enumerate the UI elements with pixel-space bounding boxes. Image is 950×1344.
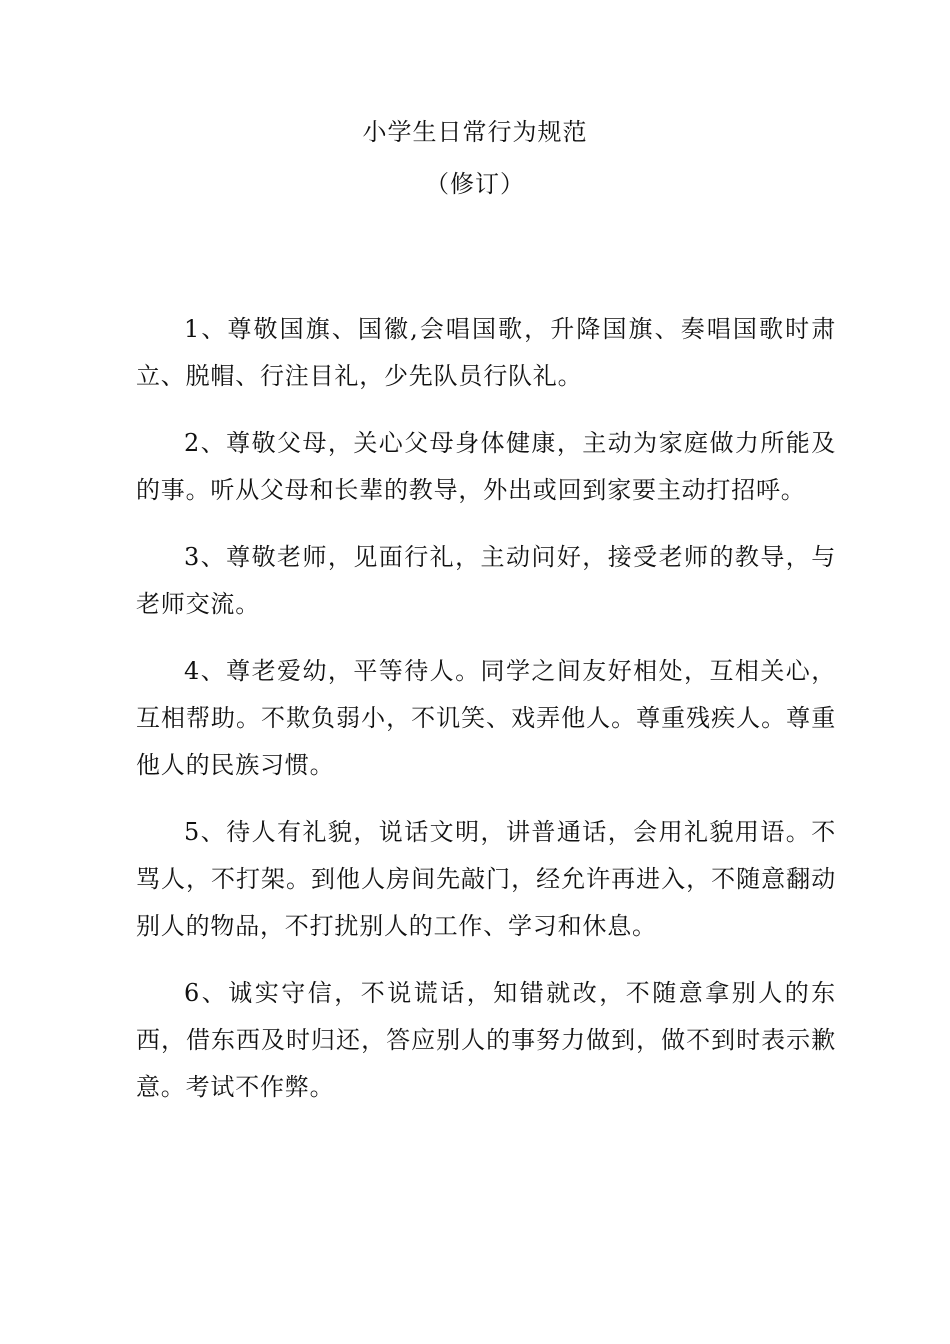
rule-paragraph-3: 3、尊敬老师，见面行礼，主动问好，接受老师的教导，与老师交流。 (136, 543, 836, 618)
rule-paragraph-2: 2、尊敬父母，关心父母身体健康，主动为家庭做力所能及的事。听从父母和长辈的教导，外出或回到家要主动打招呼。 (136, 429, 836, 504)
rule-paragraph-1: 1、尊敬国旗、国徽,会唱国歌，升降国旗、奏唱国歌时肃立、脱帽、行注目礼，少先队员行队礼。 (136, 315, 836, 390)
document-body (136, 306, 836, 1131)
document-subtitle: （修订） (425, 170, 525, 198)
rule-paragraph-4: 4、尊老爱幼，平等待人。同学之间友好相处，互相关心，互相帮助。不欺负弱小，不讥笑、戏弄他人。尊重残疾人。尊重他人的民族习惯。 (136, 657, 836, 779)
rule-paragraph-6: 6、诚实守信，不说谎话，知错就改，不随意拿别人的东西，借东西及时归还，答应别人的事努力做到，做不到时表示歉意。考试不作弊。 (136, 979, 836, 1101)
rule-paragraph-5: 5、待人有礼貌，说话文明，讲普通话，会用礼貌用语。不骂人，不打架。到他人房间先敲门，经允许再进入，不随意翻动别人的物品，不打扰别人的工作、学习和休息。 (136, 818, 836, 940)
document-title: 小学生日常行为规范 (362, 118, 588, 146)
